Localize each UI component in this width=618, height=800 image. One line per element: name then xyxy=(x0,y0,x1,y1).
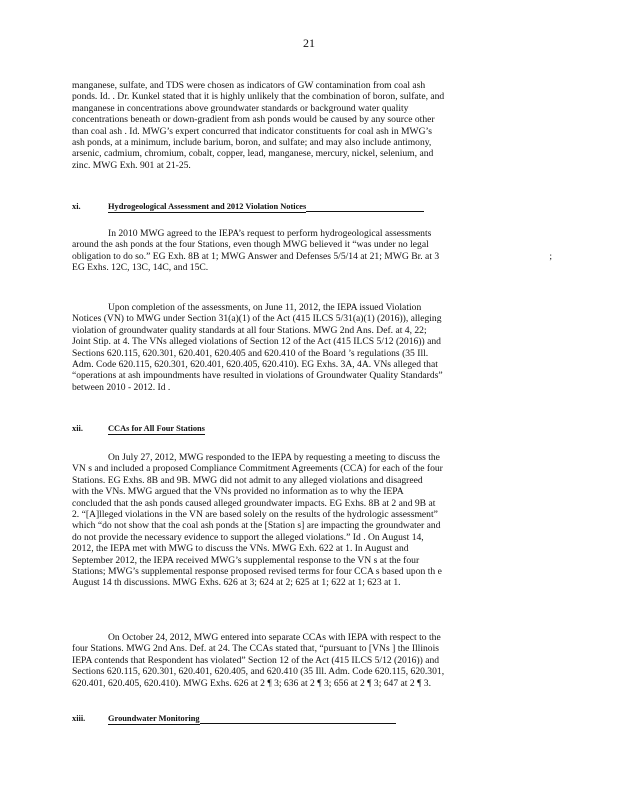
text-line: with the VNs. MWG argued that the VNs provided no information as to why the IEPA xyxy=(72,486,404,498)
paragraph-ccas xyxy=(72,452,552,589)
text-line: On July 27, 2012, MWG responded to the IEPA by requesting a meeting to discuss the xyxy=(108,452,440,463)
text-line: arsenic, cadmium, chromium, cobalt, copper, lead, manganese, mercury, nickel, selenium, and xyxy=(72,148,434,160)
text-line: Sections 620.115, 620.301, 620.401, 620.405 and 620.410 of the Board ’s regulations (35 Ill. xyxy=(72,347,429,359)
paragraph-october-ccas xyxy=(72,632,552,689)
text-line: concentrations beneath or down-gradient from ash ponds would be caused by any source other xyxy=(72,114,435,126)
text-line: Adm. Code 620.115, 620.301, 620.401, 620.405, 620.410). EG Exhs. 3A, 4A. VNs alleged that xyxy=(72,359,438,371)
section-number: xiii. xyxy=(72,714,86,723)
text-line: ash ponds, at a minimum, include barium, boron, and sulfate; and may also include antimony, xyxy=(72,137,432,149)
text-line: zinc. MWG Exh. 901 at 21-25. xyxy=(72,159,191,171)
text-line: between 2010 - 2012. Id . xyxy=(72,381,171,393)
trailing-semicolon: ; xyxy=(549,250,552,262)
text-line: Upon completion of the assessments, on June 11, 2012, the IEPA issued Violation xyxy=(108,302,422,313)
text-line: Sections 620.115, 620.301, 620.401, 620.405, and 620.410 (35 Ill. Adm. Code 620.115, 620.301, xyxy=(72,666,445,678)
section-title: CCAs for All Four Stations xyxy=(108,424,205,433)
section-number: xii. xyxy=(72,424,83,433)
text-line: August 14 th discussions. MWG Exhs. 626 at 3; 624 at 2; 625 at 1; 622 at 1; 623 at 1. xyxy=(72,577,401,589)
text-line: violation of groundwater quality standards at all four Stations. MWG 2nd Ans. Def. at 4, 22; xyxy=(72,324,427,336)
paragraph-violation-notices xyxy=(72,302,552,393)
text-line: Joint Stip. at 4. The VNs alleged violations of Section 12 of the Act (415 ILCS 5/12 (2016)) and xyxy=(72,336,441,348)
page-number: 21 xyxy=(303,36,315,50)
text-line: VN s and included a proposed Compliance Commitment Agreements (CCA) for each of the four xyxy=(72,463,443,475)
section-number: xi. xyxy=(72,202,81,211)
paragraph-coal-ash-indicators xyxy=(72,80,552,171)
text-line: manganese, sulfate, and TDS were chosen as indicators of GW contamination from coal ash xyxy=(72,80,426,91)
text-line: than coal ash . Id. MWG’s expert concurred that indicator constituents for coal ash in MWG’s xyxy=(72,125,432,137)
text-line: do not provide the necessary evidence to support the alleged violations.” Id . On August 14, xyxy=(72,531,424,543)
text-line: ponds. Id. . Dr. Kunkel stated that it is highly unlikely that the combination of boron, sulfate, and xyxy=(72,91,445,103)
text-line: Notices (VN) to MWG under Section 31(a)(1) of the Act (415 ILCS 5/31(a)(1) (2016)), alleging xyxy=(72,313,442,325)
text-segment: obligation to do so.” EG Exh. 8B at 1; MWG Answer and Defenses 5/5/14 at 21; MWG Br. at 3 xyxy=(72,250,440,262)
text-line: September 2012, the IEPA received MWG’s supplemental response to the VN s at the four xyxy=(72,554,420,566)
text-line: which “do not show that the coal ash ponds at the [Station s] are impacting the groundwater and xyxy=(72,520,441,532)
section-title: Groundwater Monitoring xyxy=(108,714,200,723)
text-line: Stations; MWG’s supplemental response proposed revised terms for four CCA s based upon th e xyxy=(72,566,442,578)
text-line: Stations. EG Exhs. 8B and 9B. MWG did not admit to any alleged violations and disagreed xyxy=(72,474,423,486)
text-line xyxy=(72,251,552,262)
text-line: four Stations. MWG 2nd Ans. Def. at 24. The CCAs stated that, “pursuant to [VNs ] the Illinois xyxy=(72,643,440,655)
heading-underline xyxy=(200,723,396,724)
text-line: EG Exhs. 12C, 13C, 14C, and 15C. xyxy=(72,262,209,274)
text-line: In 2010 MWG agreed to the IEPA’s request to perform hydrogeological assessments xyxy=(108,228,432,239)
text-line: 2. “[A]lleged violations in the VN are based solely on the results of the hydrologic assessment” xyxy=(72,509,438,521)
text-line: On October 24, 2012, MWG entered into separate CCAs with IEPA with respect to the xyxy=(108,632,441,643)
text-line: 2012, the IEPA met with MWG to discuss the VNs. MWG Exh. 622 at 1. In August and xyxy=(72,543,409,555)
paragraph-hydrogeological-assessments xyxy=(72,228,552,274)
text-line: 620.401, 620.405, 620.410). MWG Exhs. 626 at 2 ¶ 3; 636 at 2 ¶ 3; 656 at 2 ¶ 3; 647 at 2 ¶ 3. xyxy=(72,677,432,689)
section-heading-xiii xyxy=(72,714,552,724)
section-title: Hydrogeological Assessment and 2012 Violation Notices xyxy=(108,202,307,211)
text-line: “operations at ash impoundments have resulted in violations of Groundwater Quality Standards” xyxy=(72,370,443,382)
text-line: IEPA contends that Respondent has violated” Section 12 of the Act (415 ILCS 5/12 (2016)) and xyxy=(72,654,440,666)
text-line: concluded that the ash ponds caused alleged groundwater impacts. EG Exhs. 8B at 2 and 9B at xyxy=(72,497,436,509)
heading-underline xyxy=(306,211,424,212)
section-heading-xii xyxy=(72,424,552,433)
text-line: around the ash ponds at the four Stations, even though MWG believed it “was under no legal xyxy=(72,239,429,251)
section-heading-xi xyxy=(72,202,552,212)
text-line: manganese in concentrations above groundwater standards or background water quality xyxy=(72,102,409,114)
